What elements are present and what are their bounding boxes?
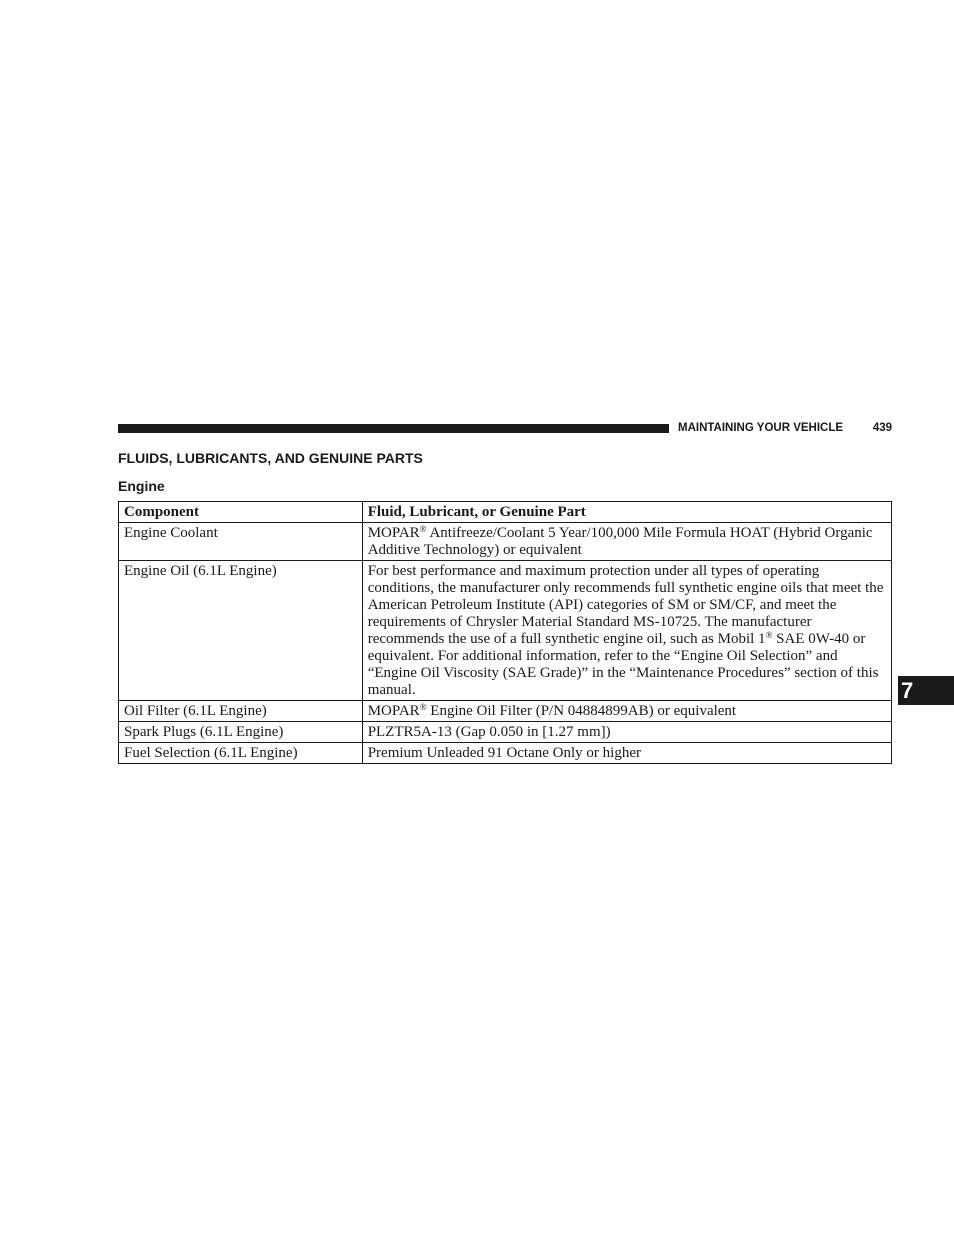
table-row [119,561,892,701]
fluids-table [118,501,892,764]
table-row [119,743,892,764]
part-cell: PLZTR5A-13 (Gap 0.050 in [1.27 mm]) [362,722,891,743]
registered-mark: ® [765,630,773,640]
part-text: Antifreeze/Coolant 5 Year/100,000 Mile Formula HOAT (Hybrid Organic Additive Technology) or equivalent [367,525,873,558]
part-text: For best performance and maximum protection under all types of operating conditions, the manufacturer only recommends full synthetic engine oils that meet the American Petroleum Institute (API) categories of SM or SM/CF, and meet the requirements of Chrysler Material Standard MS-10725. The manufacturer recommends the use of a full synthetic engine oil, such as Mobil 1 [367,563,884,647]
header-section-name: MAINTAINING YOUR VEHICLE [678,422,844,434]
chapter-tab: 7 [898,676,954,705]
part-text: Engine Oil Filter (P/N 04884899AB) or equivalent [426,703,737,719]
registered-mark: ® [419,524,427,534]
part-cell [362,561,891,701]
header-rule [118,424,669,433]
component-cell: Fuel Selection (6.1L Engine) [119,743,363,764]
component-cell: Oil Filter (6.1L Engine) [119,701,363,722]
part-cell [362,523,891,561]
column-header-part: Fluid, Lubricant, or Genuine Part [362,502,891,523]
column-header-component: Component [119,502,363,523]
page-number: 439 [872,422,892,434]
registered-mark: ® [419,702,427,712]
part-text: SAE 0W-40 or equivalent. For additional information, refer to the “Engine Oil Selection” and “Engine Oil Viscosity (SAE Grade)” in the “Maintenance Procedures” section of this manual. [367,631,879,698]
subsection-title: Engine [118,478,165,494]
part-cell [362,701,891,722]
component-cell: Spark Plugs (6.1L Engine) [119,722,363,743]
running-header [678,420,892,436]
table-row [119,701,892,722]
part-cell: Premium Unleaded 91 Octane Only or higher [362,743,891,764]
brand-text: MOPAR [367,703,420,719]
table-header-row [119,502,892,523]
section-title: FLUIDS, LUBRICANTS, AND GENUINE PARTS [118,450,423,466]
brand-text: MOPAR [367,525,420,541]
table-row [119,722,892,743]
component-cell: Engine Oil (6.1L Engine) [119,561,363,701]
table-row [119,523,892,561]
component-cell: Engine Coolant [119,523,363,561]
